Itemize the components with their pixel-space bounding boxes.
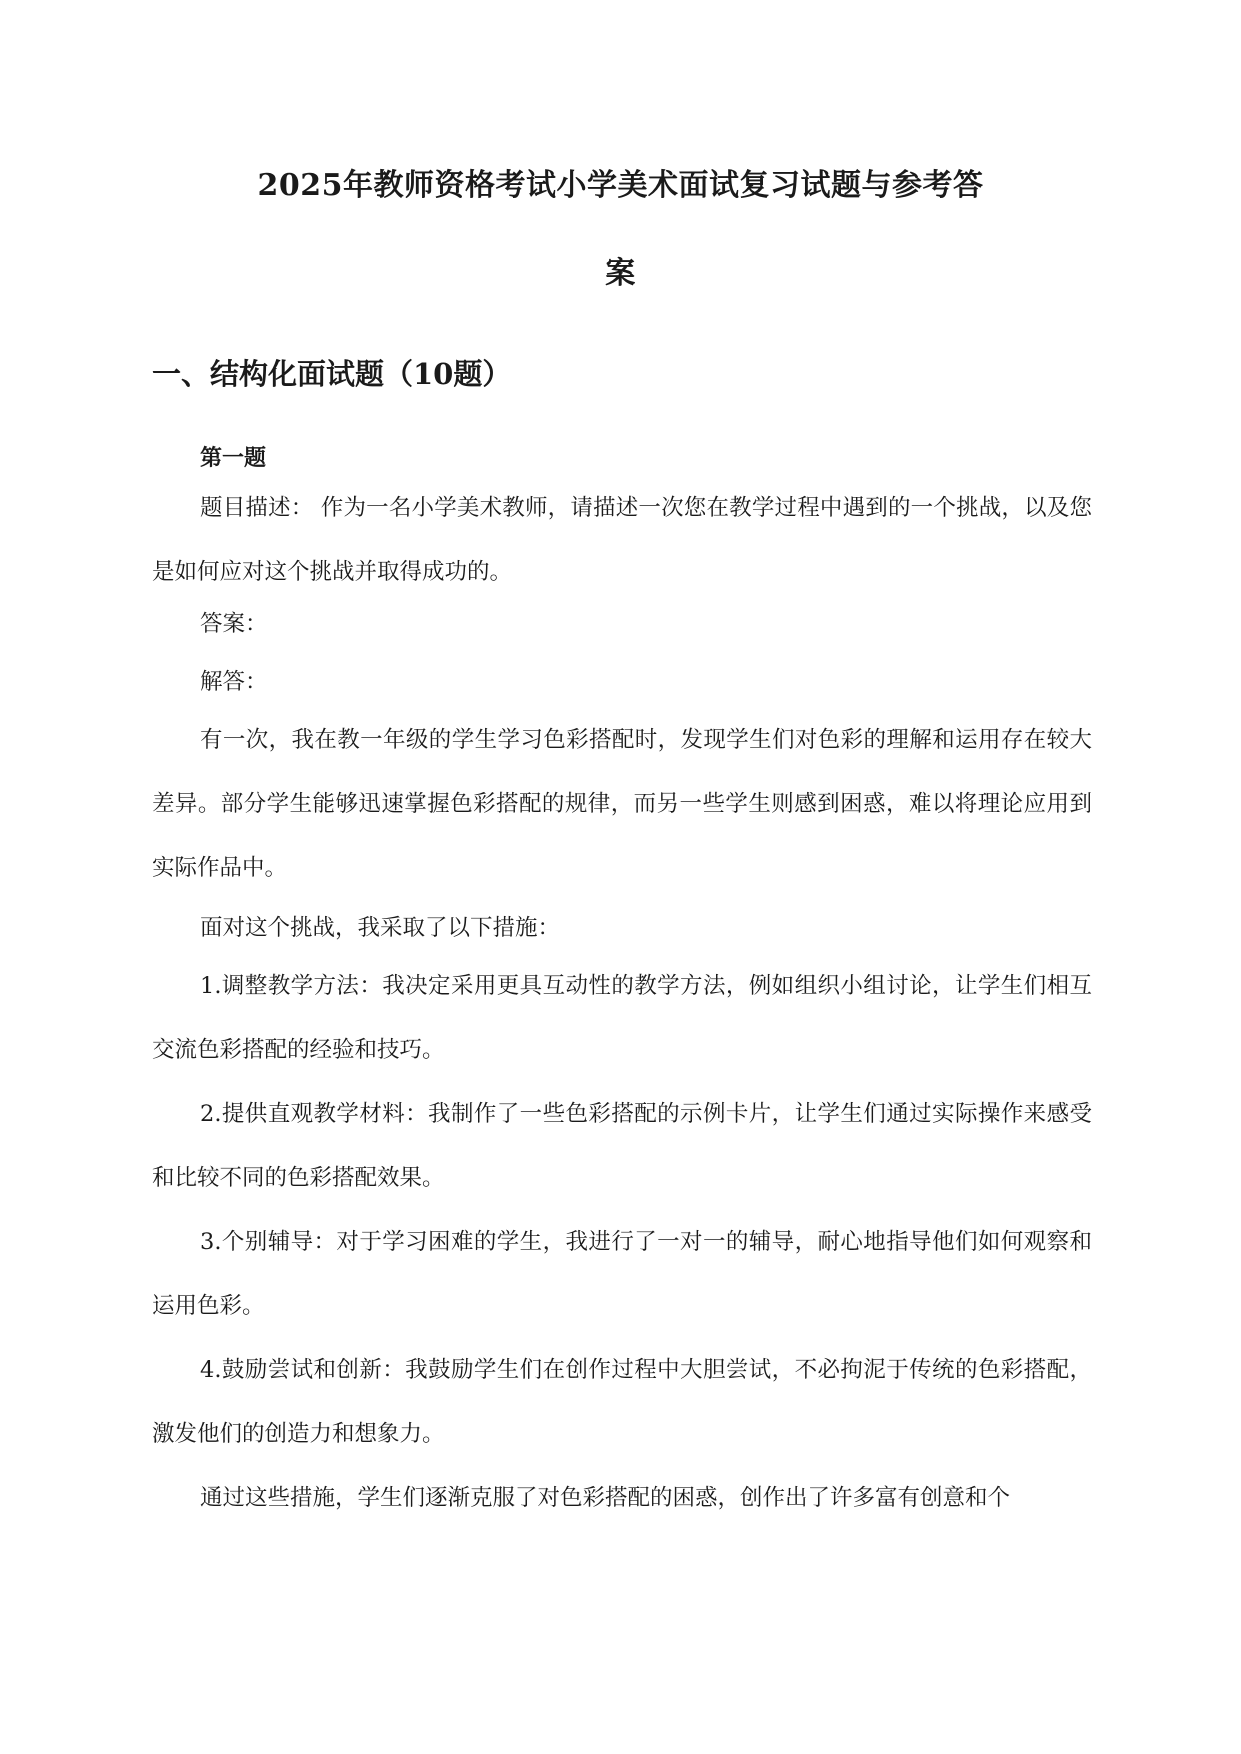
answer-paragraph-conclusion: 通过这些措施，学生们逐渐克服了对色彩搭配的困惑，创作出了许多富有创意和个 <box>200 1485 1011 1511</box>
answer-paragraph-intro: 有一次，我在教一年级的学生学习色彩搭配时，发现学生们对色彩的理解和运用存在较大差异。部分学生能够迅速掌握色彩搭配的规律，而另一些学生则感到困惑，难以将理论应用到实际作品中。 <box>152 727 1092 881</box>
solution-label: 解答： <box>200 669 268 695</box>
answer-paragraph-measures: 面对这个挑战，我采取了以下措施： <box>200 915 561 941</box>
section-heading: 一、结构化面试题（10题） <box>152 357 512 391</box>
document-title-line2: 案 <box>605 256 636 291</box>
answer-item-2: 2.提供直观教学材料：我制作了一些色彩搭配的示例卡片，让学生们通过实际操作来感受和比较不同的色彩搭配效果。 <box>152 1101 1092 1191</box>
answer-item-3: 3.个别辅导：对于学习困难的学生，我进行了一对一的辅导，耐心地指导他们如何观察和运用色彩。 <box>152 1229 1092 1319</box>
question-description: 题目描述： 作为一名小学美术教师，请描述一次您在教学过程中遇到的一个挑战，以及您是如何应对这个挑战并取得成功的。 <box>152 495 1092 585</box>
document-title-line1: 2025年教师资格考试小学美术面试复习试题与参考答 <box>257 168 984 203</box>
question-heading: 第一题 <box>200 445 267 471</box>
answer-item-1: 1.调整教学方法：我决定采用更具互动性的教学方法，例如组织小组讨论，让学生们相互交流色彩搭配的经验和技巧。 <box>152 973 1092 1063</box>
answer-item-4: 4.鼓励尝试和创新：我鼓励学生们在创作过程中大胆尝试，不必拘泥于传统的色彩搭配，激发他们的创造力和想象力。 <box>152 1357 1092 1447</box>
answer-label: 答案： <box>200 611 268 637</box>
